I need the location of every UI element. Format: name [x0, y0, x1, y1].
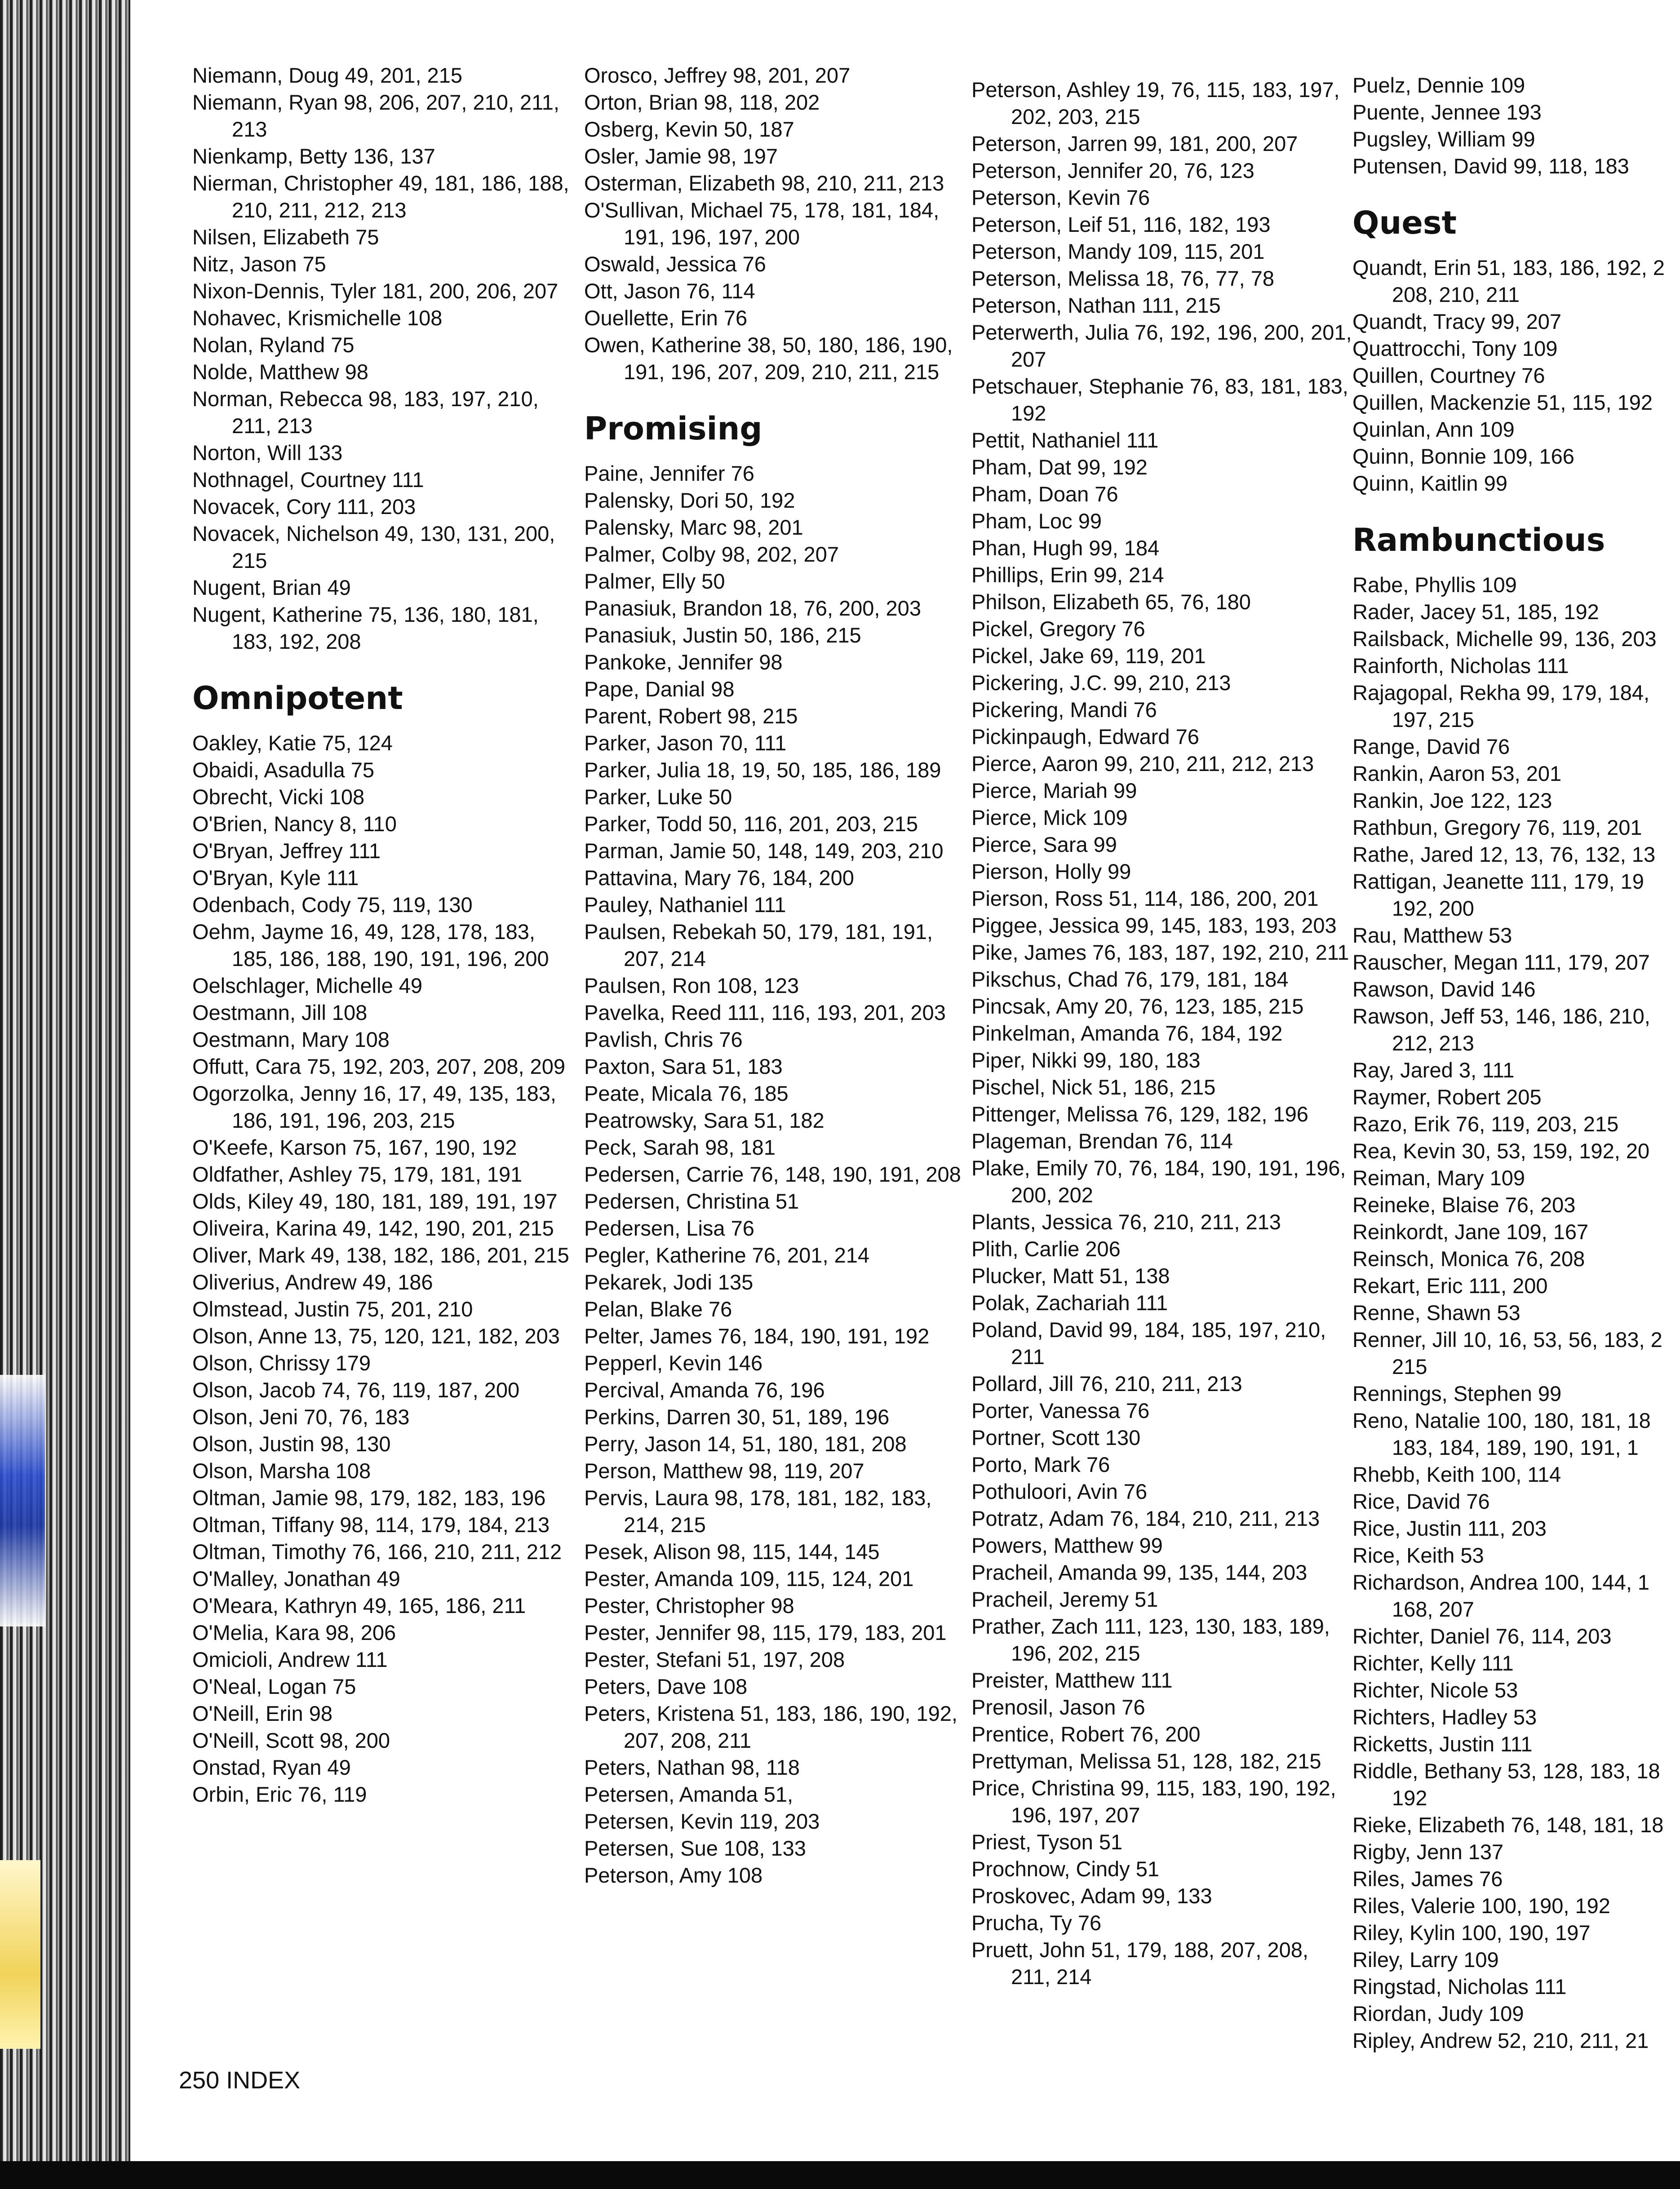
section-heading: Quest [1352, 204, 1457, 241]
index-entry: Reinsch, Monica 76, 208 [1352, 1247, 1585, 1271]
index-entry: Rattigan, Jeanette 111, 179, 19 192, 200 [1352, 869, 1644, 920]
index-entry: Rabe, Phyllis 109 [1352, 573, 1517, 597]
index-entry: Nitz, Jason 75 [192, 252, 326, 276]
index-entry: Parker, Jason 70, 111 [584, 731, 787, 755]
index-entry: Railsback, Michelle 99, 136, 203 [1352, 627, 1657, 651]
index-entry: Prochnow, Cindy 51 [971, 1857, 1160, 1881]
index-entry: Nienkamp, Betty 136, 137 [192, 144, 435, 168]
index-entry: Oldfather, Ashley 75, 179, 181, 191 [192, 1162, 523, 1186]
index-entry: Palmer, Colby 98, 202, 207 [584, 542, 839, 566]
index-entry: Rankin, Aaron 53, 201 [1352, 762, 1562, 785]
index-entry: Offutt, Cara 75, 192, 203, 207, 208, 209 [192, 1055, 566, 1078]
index-entry: Osler, Jamie 98, 197 [584, 144, 778, 168]
book-spine-edge [0, 0, 130, 2161]
index-entry: Rankin, Joe 122, 123 [1352, 789, 1552, 812]
index-entry: O'Brien, Nancy 8, 110 [192, 812, 397, 836]
index-entry: Omicioli, Andrew 111 [192, 1648, 388, 1671]
index-entry: Parker, Todd 50, 116, 201, 203, 215 [584, 812, 918, 836]
index-entry: Pettit, Nathaniel 111 [971, 428, 1159, 452]
index-entry: Peterson, Jennifer 20, 76, 123 [971, 159, 1254, 182]
index-entry: Peterson, Jarren 99, 181, 200, 207 [971, 132, 1298, 155]
index-entry: Nothnagel, Courtney 111 [192, 468, 424, 492]
index-entry: Ouellette, Erin 76 [584, 306, 748, 330]
index-entry: Pelter, James 76, 184, 190, 191, 192 [584, 1324, 930, 1348]
index-entry: Peate, Micala 76, 185 [584, 1081, 789, 1105]
index-entry: Plageman, Brendan 76, 114 [971, 1129, 1233, 1153]
index-entry: Pickel, Jake 69, 119, 201 [971, 644, 1206, 668]
scan-bottom-border [0, 2161, 1680, 2189]
index-entry: Price, Christina 99, 115, 183, 190, 192, 196, 197, 207 [971, 1776, 1336, 1827]
index-entry: Pedersen, Lisa 76 [584, 1216, 754, 1240]
index-entry: Portner, Scott 130 [971, 1426, 1141, 1449]
index-entry: Potratz, Adam 76, 184, 210, 211, 213 [971, 1507, 1320, 1530]
index-entry: O'Keefe, Karson 75, 167, 190, 192 [192, 1135, 517, 1159]
index-entry: Rader, Jacey 51, 185, 192 [1352, 600, 1599, 624]
index-entry: Pankoke, Jennifer 98 [584, 650, 783, 674]
index-entry: Puelz, Dennie 109 [1352, 73, 1525, 97]
index-entry: Niemann, Doug 49, 201, 215 [192, 63, 462, 87]
index-entry: O'Bryan, Kyle 111 [192, 866, 359, 890]
index-entry: Pester, Jennifer 98, 115, 179, 183, 201 [584, 1621, 947, 1644]
index-entry: Pinkelman, Amanda 76, 184, 192 [971, 1021, 1283, 1045]
index-entry: Olson, Chrissy 179 [192, 1351, 371, 1375]
index-entry: O'Neill, Scott 98, 200 [192, 1728, 390, 1752]
index-entry: Palensky, Dori 50, 192 [584, 488, 795, 512]
index-entry: Oestmann, Jill 108 [192, 1001, 368, 1024]
index-entry: Pugsley, William 99 [1352, 127, 1535, 151]
page-number-footer: 250 INDEX [179, 2067, 301, 2094]
index-entry: Pickering, J.C. 99, 210, 213 [971, 671, 1231, 695]
index-entry: O'Neal, Logan 75 [192, 1675, 356, 1698]
section-heading: Omnipotent [192, 680, 403, 717]
index-entry: Renne, Shawn 53 [1352, 1301, 1520, 1325]
index-entry: Pedersen, Carrie 76, 148, 190, 191, 208 [584, 1162, 961, 1186]
index-entry: Rathe, Jared 12, 13, 76, 132, 13 [1352, 842, 1656, 866]
index-entry: Ray, Jared 3, 111 [1352, 1058, 1515, 1082]
index-entry: Peterson, Melissa 18, 76, 77, 78 [971, 266, 1275, 290]
index-entry: Plants, Jessica 76, 210, 211, 213 [971, 1210, 1281, 1234]
index-entry: Pikschus, Chad 76, 179, 181, 184 [971, 967, 1289, 991]
index-entry: Osberg, Kevin 50, 187 [584, 117, 794, 141]
index-entry: Ringstad, Nicholas 111 [1352, 1975, 1567, 1998]
index-entry: Nugent, Brian 49 [192, 576, 351, 599]
index-entry: Oliver, Mark 49, 138, 182, 186, 201, 215 [192, 1243, 569, 1267]
index-entry: Panasiuk, Justin 50, 186, 215 [584, 623, 861, 647]
index-entry: Poland, David 99, 184, 185, 197, 210, 211 [971, 1318, 1326, 1369]
index-entry: Pollard, Jill 76, 210, 211, 213 [971, 1372, 1242, 1396]
index-entry: Razo, Erik 76, 119, 203, 215 [1352, 1112, 1619, 1136]
index-entry: Pischel, Nick 51, 186, 215 [971, 1075, 1216, 1099]
index-entry: Peters, Dave 108 [584, 1675, 748, 1698]
index-entry: Pepperl, Kevin 146 [584, 1351, 763, 1375]
index-entry: Raymer, Robert 205 [1352, 1085, 1542, 1109]
index-entry: Rau, Matthew 53 [1352, 923, 1512, 947]
index-entry: O'Melia, Kara 98, 206 [192, 1621, 396, 1644]
index-entry: Olson, Jacob 74, 76, 119, 187, 200 [192, 1378, 520, 1402]
index-entry: Pavelka, Reed 111, 116, 193, 201, 203 [584, 1001, 946, 1024]
index-entry: Pruett, John 51, 179, 188, 207, 208, 211, 214 [971, 1938, 1308, 1989]
index-entry: Rauscher, Megan 111, 179, 207 [1352, 950, 1650, 974]
index-entry: Nixon-Dennis, Tyler 181, 200, 206, 207 [192, 279, 559, 303]
index-entry: Peters, Kristena 51, 183, 186, 190, 192, 207, 208, 211 [584, 1702, 957, 1752]
index-entry: Richters, Hadley 53 [1352, 1705, 1537, 1729]
index-entry: Olson, Justin 98, 130 [192, 1432, 391, 1456]
index-entry: Oliveira, Karina 49, 142, 190, 201, 215 [192, 1216, 554, 1240]
index-entry: Pickel, Gregory 76 [971, 617, 1145, 641]
index-entry: Olson, Anne 13, 75, 120, 121, 182, 203 [192, 1324, 560, 1348]
index-entry: Quinn, Kaitlin 99 [1352, 471, 1507, 495]
index-entry: Percival, Amanda 76, 196 [584, 1378, 825, 1402]
index-entry: Proskovec, Adam 99, 133 [971, 1884, 1212, 1908]
index-entry: Olds, Kiley 49, 180, 181, 189, 191, 197 [192, 1189, 558, 1213]
index-entry: Pester, Amanda 109, 115, 124, 201 [584, 1567, 914, 1591]
index-entry: Ott, Jason 76, 114 [584, 279, 755, 303]
index-entry: Obrecht, Vicki 108 [192, 785, 365, 809]
index-entry: Pegler, Katherine 76, 201, 214 [584, 1243, 869, 1267]
index-entry: Oelschlager, Michelle 49 [192, 974, 423, 997]
index-entry: Richter, Daniel 76, 114, 203 [1352, 1624, 1612, 1648]
index-entry: Pesek, Alison 98, 115, 144, 145 [584, 1540, 880, 1564]
index-entry: Rajagopal, Rekha 99, 179, 184, 197, 215 [1352, 681, 1650, 731]
index-entry: Pham, Loc 99 [971, 509, 1102, 533]
index-entry: Rawson, David 146 [1352, 977, 1536, 1001]
index-entry: Owen, Katherine 38, 50, 180, 186, 190, 191, 196, 207, 209, 210, 211, 215 [584, 333, 953, 384]
index-entry: Olson, Jeni 70, 76, 183 [192, 1405, 410, 1429]
index-entry: Quillen, Courtney 76 [1352, 363, 1545, 387]
index-entry: Reinkordt, Jane 109, 167 [1352, 1220, 1589, 1244]
index-column-2 [584, 62, 966, 1889]
index-entry: Panasiuk, Brandon 18, 76, 200, 203 [584, 596, 921, 620]
index-entry: Ricketts, Justin 111 [1352, 1732, 1533, 1756]
index-entry: Novacek, Nichelson 49, 130, 131, 200, 215 [192, 522, 555, 572]
index-entry: Pracheil, Jeremy 51 [971, 1587, 1158, 1611]
index-entry: Petersen, Sue 108, 133 [584, 1836, 806, 1860]
index-entry: O'Sullivan, Michael 75, 178, 181, 184, 191, 196, 197, 200 [584, 198, 940, 249]
index-entry: Parman, Jamie 50, 148, 149, 203, 210 [584, 839, 944, 863]
index-entry: Paxton, Sara 51, 183 [584, 1055, 783, 1078]
index-entry: Prettyman, Melissa 51, 128, 182, 215 [971, 1749, 1321, 1773]
section-heading: Promising [584, 410, 762, 447]
spine-blue-mark [0, 1375, 45, 1626]
index-entry: Pittenger, Melissa 76, 129, 182, 196 [971, 1102, 1308, 1126]
index-entry: Pedersen, Christina 51 [584, 1189, 799, 1213]
index-entry: Richardson, Andrea 100, 144, 1 168, 207 [1352, 1570, 1650, 1621]
index-entry: Oltman, Tiffany 98, 114, 179, 184, 213 [192, 1513, 550, 1537]
index-entry: Oltman, Jamie 98, 179, 182, 183, 196 [192, 1486, 546, 1510]
index-entry: Rigby, Jenn 137 [1352, 1840, 1504, 1864]
index-entry: Peatrowsky, Sara 51, 182 [584, 1108, 824, 1132]
index-entry: Palensky, Marc 98, 201 [584, 515, 803, 539]
index-entry: Peterwerth, Julia 76, 192, 196, 200, 201, 207 [971, 320, 1352, 371]
index-entry: Oakley, Katie 75, 124 [192, 731, 393, 755]
index-entry: Rennings, Stephen 99 [1352, 1382, 1562, 1405]
index-entry: Rekart, Eric 111, 200 [1352, 1274, 1548, 1298]
index-entry: Perkins, Darren 30, 51, 189, 196 [584, 1405, 890, 1429]
index-entry: Pelan, Blake 76 [584, 1297, 732, 1321]
index-entry: Pervis, Laura 98, 178, 181, 182, 183, 214, 215 [584, 1486, 932, 1537]
index-entry: Peck, Sarah 98, 181 [584, 1135, 776, 1159]
index-entry: Prather, Zach 111, 123, 130, 183, 189, 196, 202, 215 [971, 1614, 1330, 1665]
index-entry: Plake, Emily 70, 76, 184, 190, 191, 196, 200, 202 [971, 1156, 1346, 1207]
index-entry: Peterson, Nathan 111, 215 [971, 293, 1221, 317]
index-entry: Obaidi, Asadulla 75 [192, 758, 375, 782]
index-entry: O'Bryan, Jeffrey 111 [192, 839, 381, 863]
index-entry: Piper, Nikki 99, 180, 183 [971, 1048, 1201, 1072]
index-entry: Pickinpaugh, Edward 76 [971, 725, 1199, 749]
index-entry: Pracheil, Amanda 99, 135, 144, 203 [971, 1560, 1308, 1584]
index-entry: Putensen, David 99, 118, 183 [1352, 154, 1629, 178]
index-entry: Phillips, Erin 99, 214 [971, 563, 1164, 587]
index-entry: Odenbach, Cody 75, 119, 130 [192, 893, 473, 917]
index-entry: Oliverius, Andrew 49, 186 [192, 1270, 433, 1294]
index-entry: Richter, Nicole 53 [1352, 1678, 1518, 1702]
index-entry: Riddle, Bethany 53, 128, 183, 18 192 [1352, 1759, 1660, 1810]
index-entry: Pham, Dat 99, 192 [971, 455, 1148, 479]
index-entry: Parent, Robert 98, 215 [584, 704, 798, 728]
index-entry: Orbin, Eric 76, 119 [192, 1782, 367, 1806]
index-entry: Quinlan, Ann 109 [1352, 417, 1515, 441]
index-entry: Plucker, Matt 51, 138 [971, 1264, 1170, 1288]
index-entry: Porto, Mark 76 [971, 1453, 1110, 1476]
index-entry: Quillen, Mackenzie 51, 115, 192 [1352, 390, 1653, 414]
index-entry: Preister, Matthew 111 [971, 1668, 1173, 1692]
index-entry: Osterman, Elizabeth 98, 210, 211, 213 [584, 171, 944, 195]
index-entry: Paulsen, Ron 108, 123 [584, 974, 799, 997]
index-entry: Nilsen, Elizabeth 75 [192, 225, 379, 249]
index-entry: Phan, Hugh 99, 184 [971, 536, 1160, 560]
index-entry: Pierson, Ross 51, 114, 186, 200, 201 [971, 886, 1319, 910]
index-entry: Orosco, Jeffrey 98, 201, 207 [584, 63, 851, 87]
index-entry: Rice, Justin 111, 203 [1352, 1516, 1547, 1540]
index-entry: Pincsak, Amy 20, 76, 123, 185, 215 [971, 994, 1304, 1018]
index-entry: Pekarek, Jodi 135 [584, 1270, 754, 1294]
index-entry: Puente, Jennee 193 [1352, 100, 1542, 124]
index-entry: Nierman, Christopher 49, 181, 186, 188, 210, 211, 212, 213 [192, 171, 569, 222]
index-entry: Petersen, Kevin 119, 203 [584, 1809, 820, 1833]
index-entry: Parker, Julia 18, 19, 50, 185, 186, 189 [584, 758, 941, 782]
index-entry: Rice, David 76 [1352, 1489, 1490, 1513]
index-entry: Palmer, Elly 50 [584, 569, 725, 593]
spine-yellow-mark [0, 1860, 40, 2049]
index-entry: Rea, Kevin 30, 53, 159, 192, 20 [1352, 1139, 1650, 1163]
index-entry: Peterson, Mandy 109, 115, 201 [971, 239, 1265, 263]
index-entry: Powers, Matthew 99 [971, 1533, 1163, 1557]
index-entry: Paine, Jennifer 76 [584, 461, 754, 485]
index-entry: Pavlish, Chris 76 [584, 1028, 743, 1051]
index-entry: Ogorzolka, Jenny 16, 17, 49, 135, 183, 186, 191, 196, 203, 215 [192, 1081, 556, 1132]
index-entry: Priest, Tyson 51 [971, 1830, 1123, 1854]
index-entry: O'Neill, Erin 98 [192, 1702, 332, 1725]
index-entry: Pape, Danial 98 [584, 677, 735, 701]
index-entry: Plith, Carlie 206 [971, 1237, 1121, 1261]
index-entry: Quattrocchi, Tony 109 [1352, 337, 1558, 360]
index-entry: Orton, Brian 98, 118, 202 [584, 90, 820, 114]
index-column-3 [971, 76, 1353, 1990]
index-entry: Rice, Keith 53 [1352, 1543, 1484, 1567]
index-entry: Reiman, Mary 109 [1352, 1166, 1525, 1190]
index-entry: Renner, Jill 10, 16, 53, 56, 183, 2 215 [1352, 1328, 1662, 1378]
index-entry: Pierce, Mariah 99 [971, 779, 1137, 802]
index-entry: Olmstead, Justin 75, 201, 210 [192, 1297, 473, 1321]
index-entry: Quinn, Bonnie 109, 166 [1352, 444, 1574, 468]
index-entry: Porter, Vanessa 76 [971, 1399, 1150, 1422]
index-entry: Pattavina, Mary 76, 184, 200 [584, 866, 854, 890]
index-entry: O'Malley, Jonathan 49 [192, 1567, 400, 1591]
index-entry: Riley, Kylin 100, 190, 197 [1352, 1921, 1591, 1945]
index-entry: Range, David 76 [1352, 735, 1510, 758]
index-entry: Pester, Stefani 51, 197, 208 [584, 1648, 845, 1671]
index-entry: Peterson, Leif 51, 116, 182, 193 [971, 213, 1271, 236]
index-entry: Polak, Zachariah 111 [971, 1291, 1168, 1315]
index-entry: Nolan, Ryland 75 [192, 333, 355, 357]
index-entry: Parker, Luke 50 [584, 785, 732, 809]
index-entry: Pham, Doan 76 [971, 482, 1118, 506]
index-entry: Pierce, Sara 99 [971, 833, 1117, 856]
index-entry: O'Meara, Kathryn 49, 165, 186, 211 [192, 1594, 526, 1617]
index-entry: Philson, Elizabeth 65, 76, 180 [971, 590, 1251, 614]
index-entry: Riordan, Judy 109 [1352, 2002, 1524, 2025]
index-entry: Piggee, Jessica 99, 145, 183, 193, 203 [971, 913, 1337, 937]
index-entry: Norman, Rebecca 98, 183, 197, 210, 211, 213 [192, 387, 539, 438]
index-entry: Rawson, Jeff 53, 146, 186, 210, 212, 213 [1352, 1004, 1650, 1055]
index-entry: Pike, James 76, 183, 187, 192, 210, 211 [971, 940, 1349, 964]
index-entry: Prenosil, Jason 76 [971, 1695, 1145, 1719]
index-entry: Riles, Valerie 100, 190, 192 [1352, 1894, 1610, 1918]
index-entry: Rathbun, Gregory 76, 119, 201 [1352, 815, 1642, 839]
section-heading: Rambunctious [1352, 522, 1605, 558]
index-entry: Nohavec, Krismichelle 108 [192, 306, 443, 330]
index-column-1 [192, 62, 574, 1808]
index-entry: Niemann, Ryan 98, 206, 207, 210, 211, 213 [192, 90, 559, 141]
index-entry: Novacek, Cory 111, 203 [192, 495, 416, 518]
index-entry: Pickering, Mandi 76 [971, 698, 1157, 722]
index-entry: Pierce, Aaron 99, 210, 211, 212, 213 [971, 752, 1314, 775]
index-entry: Olson, Marsha 108 [192, 1459, 371, 1483]
index-entry: Paulsen, Rebekah 50, 179, 181, 191, 207, 214 [584, 920, 933, 970]
index-entry: Oltman, Timothy 76, 166, 210, 211, 212 [192, 1540, 562, 1564]
index-entry: Rhebb, Keith 100, 114 [1352, 1462, 1561, 1486]
index-entry: Pauley, Nathaniel 111 [584, 893, 786, 917]
index-entry: Pierson, Holly 99 [971, 860, 1131, 883]
index-entry: Prucha, Ty 76 [971, 1911, 1102, 1935]
index-entry: Pierce, Mick 109 [971, 806, 1128, 829]
index-entry: Petersen, Amanda 51, [584, 1782, 793, 1806]
index-entry: Prentice, Robert 76, 200 [971, 1722, 1201, 1746]
index-entry: Oswald, Jessica 76 [584, 252, 766, 276]
index-entry: Riles, James 76 [1352, 1867, 1503, 1891]
index-entry: Nolde, Matthew 98 [192, 360, 368, 384]
index-entry: Reno, Natalie 100, 180, 181, 18 183, 184, 189, 190, 191, 1 [1352, 1409, 1651, 1459]
index-column-4 [1352, 72, 1680, 2054]
index-entry: Oehm, Jayme 16, 49, 128, 178, 183, 185, 186, 188, 190, 191, 196, 200 [192, 920, 549, 970]
index-entry: Quandt, Erin 51, 183, 186, 192, 2 208, 210, 211 [1352, 256, 1665, 306]
index-entry: Peterson, Ashley 19, 76, 115, 183, 197, 202, 203, 215 [971, 78, 1340, 129]
index-entry: Peterson, Kevin 76 [971, 186, 1150, 209]
index-entry: Quandt, Tracy 99, 207 [1352, 310, 1562, 333]
index-entry: Reineke, Blaise 76, 203 [1352, 1193, 1576, 1217]
index-entry: Person, Matthew 98, 119, 207 [584, 1459, 864, 1483]
index-entry: Riley, Larry 109 [1352, 1948, 1499, 1972]
index-entry: Perry, Jason 14, 51, 180, 181, 208 [584, 1432, 907, 1456]
index-entry: Petschauer, Stephanie 76, 83, 181, 183, 192 [971, 374, 1348, 425]
index-entry: Nugent, Katherine 75, 136, 180, 181, 183, 192, 208 [192, 603, 539, 653]
index-entry: Pothuloori, Avin 76 [971, 1480, 1148, 1503]
index-entry: Peterson, Amy 108 [584, 1863, 763, 1887]
index-entry: Peters, Nathan 98, 118 [584, 1755, 800, 1779]
index-entry: Ripley, Andrew 52, 210, 211, 21 [1352, 2029, 1649, 2052]
index-entry: Oestmann, Mary 108 [192, 1028, 390, 1051]
index-entry: Richter, Kelly 111 [1352, 1651, 1514, 1675]
index-entry: Pester, Christopher 98 [584, 1594, 794, 1617]
index-entry: Norton, Will 133 [192, 441, 343, 465]
index-entry: Rieke, Elizabeth 76, 148, 181, 18 [1352, 1813, 1664, 1837]
index-entry: Rainforth, Nicholas 111 [1352, 654, 1569, 678]
index-entry: Onstad, Ryan 49 [192, 1755, 351, 1779]
